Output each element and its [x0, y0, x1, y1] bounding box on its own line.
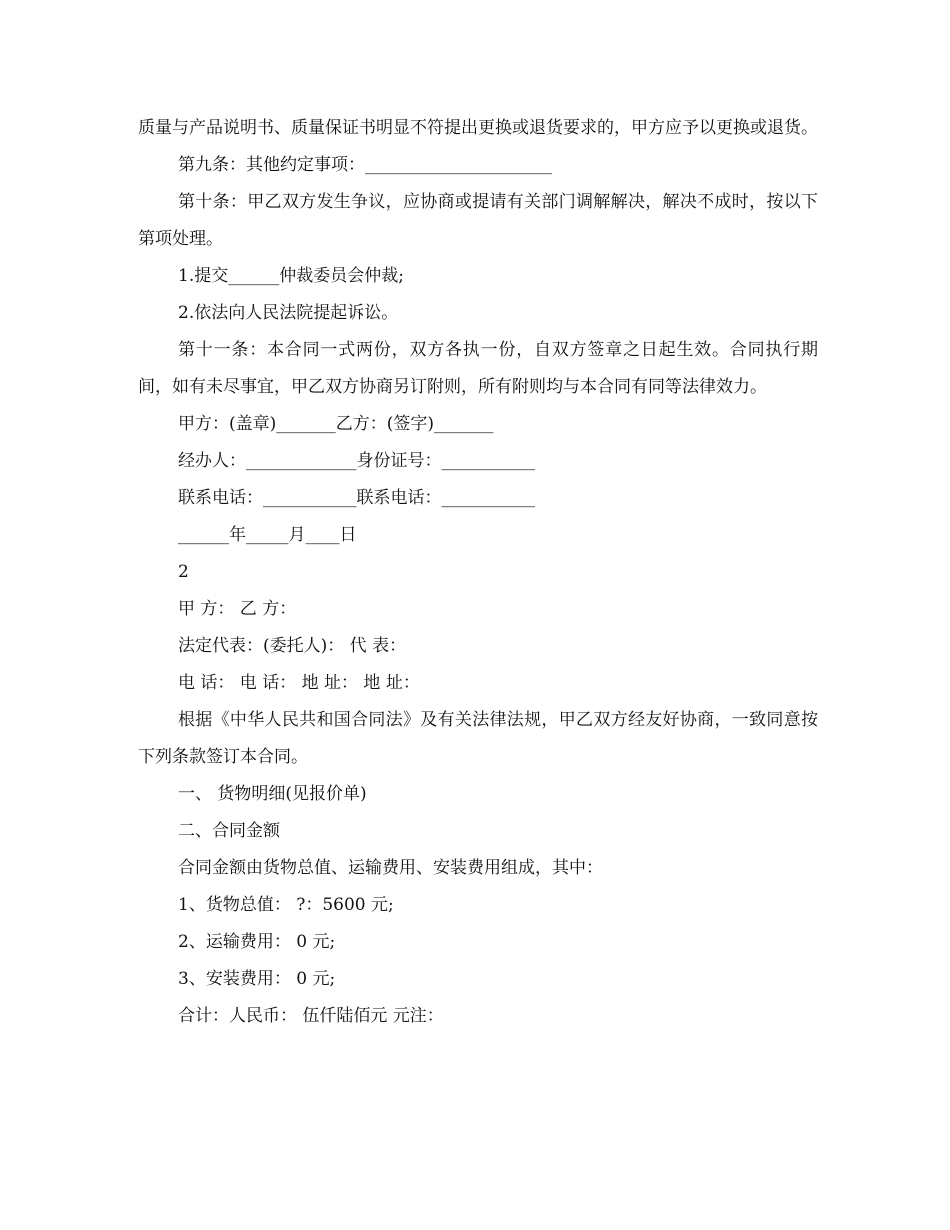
- clause-goods-detail: 一、 货物明细(见报价单): [178, 784, 367, 804]
- amount-total: 合计：人民币： 伍仟陆佰元 元注：: [178, 1006, 444, 1026]
- paragraph-litigation: 2.依法向人民法院提起诉讼。: [178, 303, 399, 323]
- paragraph-preamble: 根据《中华人民共和国合同法》及有关法律法规，甲乙双方经友好协商，一致同意按下列条款签订本合同。: [138, 710, 818, 767]
- clause-contract-amount: 二、合同金额: [178, 821, 280, 841]
- signature-line-phone: 联系电话：___________联系电话：___________: [178, 488, 535, 508]
- paragraph-article-11: 第十一条：本合同一式两份，双方各执一份，自双方签章之日起生效。合同执行期间，如有未尽事宜，甲乙双方协商另订附则，所有附则均与本合同有同等法律效力。: [138, 340, 818, 397]
- paragraph-arbitration: 1.提交______仲裁委员会仲裁;: [178, 266, 404, 286]
- signature-line-agent: 经办人：_____________身份证号：___________: [178, 451, 535, 471]
- signature-line-parties: 甲方：(盖章)_______乙方：(签字)_______: [178, 414, 494, 434]
- contact-line: 电 话： 电 话： 地 址： 地 址：: [178, 673, 420, 693]
- paragraph-article-10: 第十条：甲乙双方发生争议，应协商或提请有关部门调解解决，解决不成时，按以下第项处理。: [138, 192, 818, 249]
- document-body: [138, 110, 818, 1035]
- section-number: 2: [178, 562, 189, 582]
- signature-line-date: ______年_____月____日: [178, 525, 357, 545]
- party-header: 甲 方： 乙 方：: [178, 599, 297, 619]
- amount-installation-fee: 3、安装费用： 0 元;: [178, 969, 336, 989]
- paragraph-quality-return: 质量与产品说明书、质量保证书明显不符提出更换或退货要求的，甲方应予以更换或退货。: [138, 118, 818, 138]
- representative-line: 法定代表：(委托人)： 代 表：: [178, 636, 407, 656]
- paragraph-amount-composition: 合同金额由货物总值、运输费用、安装费用组成，其中：: [178, 858, 603, 878]
- paragraph-article-9: 第九条：其他约定事项：______________________: [178, 155, 552, 175]
- amount-transport-fee: 2、运输费用： 0 元;: [178, 932, 336, 952]
- amount-goods-value: 1、货物总值： ?：5600 元;: [178, 895, 394, 915]
